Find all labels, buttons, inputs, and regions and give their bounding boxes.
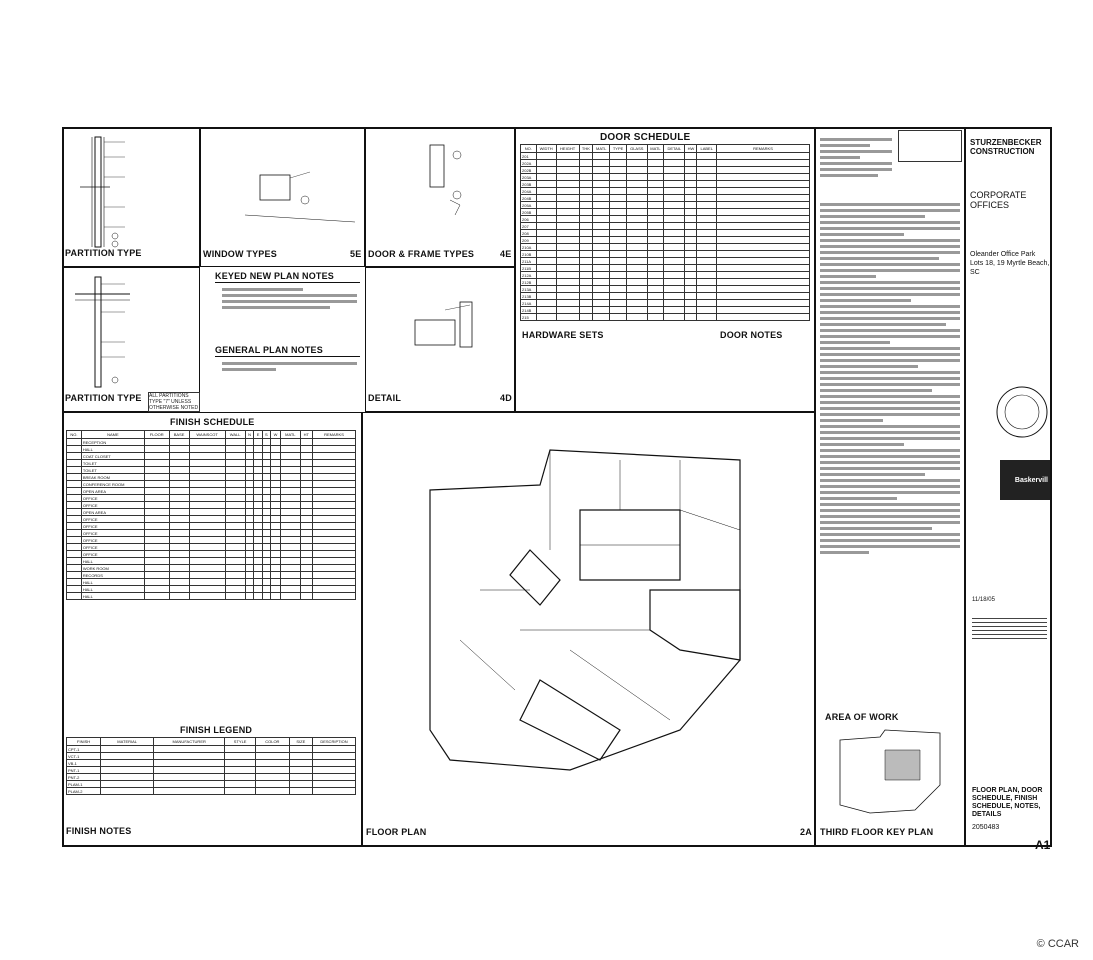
general-notes-title: GENERAL PLAN NOTES bbox=[215, 345, 323, 355]
table-row: OPEN AREA bbox=[67, 488, 356, 495]
keyed-notes-text bbox=[222, 285, 357, 312]
finish-schedule-table: NO. NAME FLOOR BASE WAINSCOT WALL N E S W MATL HT REMARKS RECEPTION HALL COAT CLOSET TOILET TOILET BREAK ROOM CONFERENCE ROOM OPEN AREA OFFICE OFFICE OPEN AREA OFFICE OFFICE OFFICE OFFICE OFFICE OFFICE HALL WORK ROOM RECORDS HALL HALL HALL bbox=[66, 430, 356, 600]
table-row: HALL bbox=[67, 586, 356, 593]
table-row: 205B bbox=[521, 209, 810, 216]
partition-detail-drawing bbox=[70, 132, 195, 252]
table-row: OFFICE bbox=[67, 502, 356, 509]
detail-code: 4D bbox=[500, 393, 512, 403]
table-row: CPT-1 bbox=[67, 746, 356, 753]
partition-note: ALL PARTITIONS TYPE "7" UNLESS OTHERWISE NOTED bbox=[149, 393, 199, 411]
door-schedule-table: NO. WIDTH HEIGHT THK MATL TYPE GLASS MATL DETAIL HW LABEL REMARKS 201 202A 202B 203A 203B 204A 204B 205A 205B 206 207 208 209 210A 210B 211A 211B 212A 212B 213A 213B 214A 214B 215 bbox=[520, 144, 810, 321]
table-row: VCT-1 bbox=[67, 753, 356, 760]
project-number: 2050483 bbox=[972, 824, 1000, 831]
finish-schedule-title: FINISH SCHEDULE bbox=[170, 417, 255, 427]
detail-drawing bbox=[375, 290, 510, 370]
key-plan-title: THIRD FLOOR KEY PLAN bbox=[820, 827, 934, 837]
sheet-title: FLOOR PLAN, DOOR SCHEDULE, FINISH SCHEDULE, NOTES, DETAILS bbox=[972, 787, 1043, 818]
key-plan-drawing bbox=[830, 725, 955, 820]
table-row: HALL bbox=[67, 446, 356, 453]
owner-name: STURZENBECKER CONSTRUCTION bbox=[970, 138, 1042, 156]
partition-legend-box bbox=[898, 130, 962, 162]
area-of-work-title: AREA OF WORK bbox=[825, 712, 899, 722]
project-location: Oleander Office Park Lots 18, 19 Myrtle Beach, SC bbox=[970, 251, 1050, 276]
door-frame-drawing bbox=[375, 135, 510, 245]
table-row: 204B bbox=[521, 195, 810, 202]
table-row: 210B bbox=[521, 251, 810, 258]
table-row: VB-1 bbox=[67, 760, 356, 767]
table-row: TOILET bbox=[67, 467, 356, 474]
table-row: OPEN AREA bbox=[67, 509, 356, 516]
window-types-title: WINDOW TYPES bbox=[203, 249, 277, 259]
hardware-sets-title: HARDWARE SETS bbox=[522, 330, 604, 340]
table-row: 215 bbox=[521, 314, 810, 321]
floor-plan-code: 2A bbox=[800, 827, 812, 837]
table-row: 209 bbox=[521, 237, 810, 244]
table-row: 203B bbox=[521, 181, 810, 188]
table-row: TOILET bbox=[67, 460, 356, 467]
table-row: 211B bbox=[521, 265, 810, 272]
architect-seal bbox=[995, 385, 1050, 440]
table-row: 214B bbox=[521, 307, 810, 314]
table-row: PNT-2 bbox=[67, 774, 356, 781]
table-row: HALL bbox=[67, 593, 356, 600]
finish-notes-title: FINISH NOTES bbox=[66, 826, 132, 836]
door-schedule-title: DOOR SCHEDULE bbox=[600, 132, 691, 143]
table-row: 212A bbox=[521, 272, 810, 279]
table-row: OFFICE bbox=[67, 544, 356, 551]
table-row: OFFICE bbox=[67, 523, 356, 530]
table-row: CONFERENCE ROOM bbox=[67, 481, 356, 488]
table-row: 212B bbox=[521, 279, 810, 286]
partition-type-2-title: PARTITION TYPE bbox=[65, 393, 142, 403]
keyed-notes-title: KEYED NEW PLAN NOTES bbox=[215, 271, 335, 281]
table-row: 202B bbox=[521, 167, 810, 174]
sheet-number: A1 bbox=[1035, 838, 1051, 852]
table-row: PNT-1 bbox=[67, 767, 356, 774]
table-row: 206 bbox=[521, 216, 810, 223]
table-row: OFFICE bbox=[67, 530, 356, 537]
table-row: WORK ROOM bbox=[67, 565, 356, 572]
table-row: OFFICE bbox=[67, 551, 356, 558]
finish-legend-table: FINISH MATERIAL MANUFACTURER STYLE COLOR SIZE DESCRIPTION CPT-1 VCT-1 VB-1 PNT-1 PNT-2 PLAM-1 PLAM-2 bbox=[66, 737, 356, 795]
floor-plan-title: FLOOR PLAN bbox=[366, 827, 427, 837]
table-row: 204A bbox=[521, 188, 810, 195]
table-row: 208 bbox=[521, 230, 810, 237]
table-row: 211A bbox=[521, 258, 810, 265]
project-name: CORPORATE OFFICES bbox=[970, 190, 1027, 210]
window-types-code: 5E bbox=[350, 249, 362, 259]
table-row: PLAM-2 bbox=[67, 788, 356, 795]
table-row: BREAK ROOM bbox=[67, 474, 356, 481]
door-frame-code: 4E bbox=[500, 249, 512, 259]
table-row: HALL bbox=[67, 558, 356, 565]
table-row: RECORDS bbox=[67, 572, 356, 579]
detail-title: DETAIL bbox=[368, 393, 402, 403]
table-row: 205A bbox=[521, 202, 810, 209]
table-row: PLAM-1 bbox=[67, 781, 356, 788]
finish-legend-title: FINISH LEGEND bbox=[180, 725, 253, 735]
firm-logo: Baskervill bbox=[1000, 460, 1050, 500]
table-row: HALL bbox=[67, 579, 356, 586]
table-row: OFFICE bbox=[67, 495, 356, 502]
table-row: 202A bbox=[521, 160, 810, 167]
code-data-notes bbox=[820, 135, 892, 180]
table-row: 214A bbox=[521, 300, 810, 307]
partition-detail-drawing-2 bbox=[70, 272, 195, 392]
window-type-drawing bbox=[205, 160, 360, 250]
table-row: 201 bbox=[521, 153, 810, 160]
sheet-date: 11/18/05 bbox=[972, 597, 995, 603]
table-row: 213B bbox=[521, 293, 810, 300]
table-row: 210A bbox=[521, 244, 810, 251]
door-notes-title: DOOR NOTES bbox=[720, 330, 783, 340]
table-row: COAT CLOSET bbox=[67, 453, 356, 460]
revision-lines bbox=[972, 615, 1047, 642]
table-row: OFFICE bbox=[67, 537, 356, 544]
door-frame-title: DOOR & FRAME TYPES bbox=[368, 249, 475, 259]
general-notes-column bbox=[820, 200, 960, 557]
table-row: OFFICE bbox=[67, 516, 356, 523]
table-row: 207 bbox=[521, 223, 810, 230]
ccar-watermark: © CCAR bbox=[1036, 938, 1079, 950]
general-notes-text bbox=[222, 359, 357, 374]
partition-type-1-title: PARTITION TYPE bbox=[65, 248, 142, 258]
floor-plan-drawing bbox=[420, 430, 760, 840]
table-row: 213A bbox=[521, 286, 810, 293]
table-row: 203A bbox=[521, 174, 810, 181]
table-row: RECEPTION bbox=[67, 439, 356, 446]
